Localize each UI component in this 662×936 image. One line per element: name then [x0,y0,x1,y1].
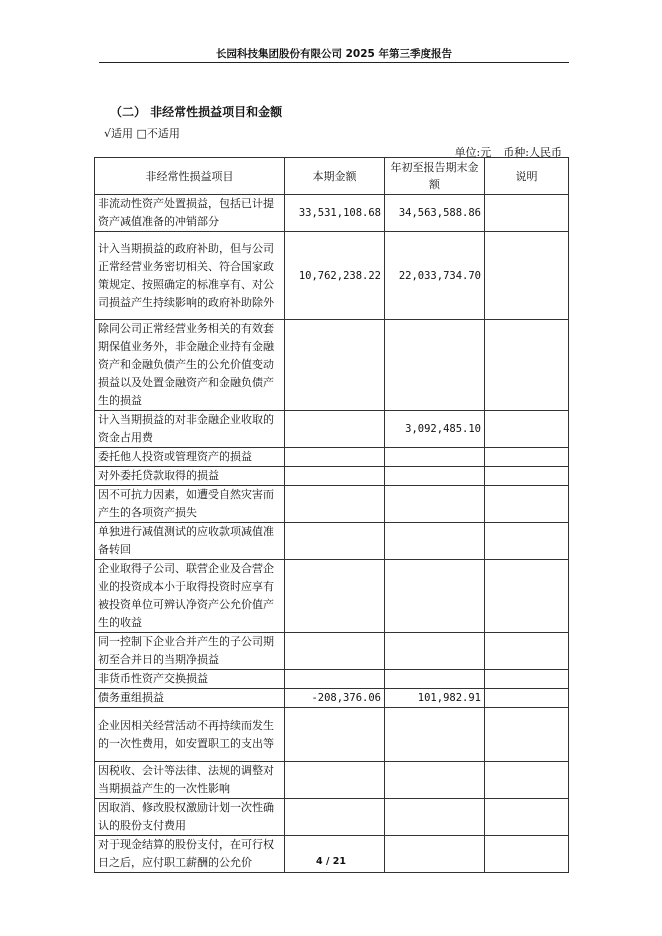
ytd-amount [385,448,485,467]
item-name: 企业取得子公司、联营企业及合营企业的投资成本小于取得投资时应享有被投资单位可辨认净资产公允价值产生的收益 [95,560,285,633]
item-name: 非流动性资产处置损益，包括已计提资产减值准备的冲销部分 [95,195,285,232]
ytd-amount [385,762,485,799]
ytd-amount [385,467,485,486]
current-amount [285,762,385,799]
header-note: 说明 [485,158,569,195]
table-row [95,320,569,411]
table-row [95,467,569,486]
current-amount [285,523,385,560]
table-row [95,486,569,523]
ytd-amount: 101,982.91 [385,689,485,708]
note [485,195,569,232]
item-name: 除同公司正常经营业务相关的有效套期保值业务外，非金融企业持有金融资产和金融负债产生的公允价值变动损益以及处置金融资产和金融负债产生的损益 [95,320,285,411]
page-number: 4 / 21 [316,856,346,867]
note [485,232,569,320]
section-title: （二） 非经常性损益项目和金额 [110,105,283,119]
ytd-amount [385,670,485,689]
ytd-amount [385,560,485,633]
table-row [95,689,569,708]
table-row [95,799,569,836]
ytd-amount [385,320,485,411]
current-amount [285,467,385,486]
ytd-amount [385,799,485,836]
applicability-options: √适用 □不适用 [104,127,180,140]
note [485,670,569,689]
table-row [95,232,569,320]
note [485,689,569,708]
current-amount: 10,762,238.22 [285,232,385,320]
item-name: 同一控制下企业合并产生的子公司期初至合并日的当期净损益 [95,633,285,670]
table-header-row [95,158,569,195]
note [485,633,569,670]
current-amount [285,486,385,523]
ytd-amount: 34,563,588.86 [385,195,485,232]
header-ytd-amount: 年初至报告期末金额 [385,158,485,195]
note [485,762,569,799]
ytd-amount [385,523,485,560]
ytd-amount: 3,092,485.10 [385,411,485,448]
item-name: 委托他人投资或管理资产的损益 [95,448,285,467]
item-name: 计入当期损益的政府补助，但与公司正常经营业务密切相关、符合国家政策规定、按照确定的标准享有、对公司损益产生持续影响的政府补助除外 [95,232,285,320]
current-amount: 33,531,108.68 [285,195,385,232]
item-name: 非货币性资产交换损益 [95,670,285,689]
note [485,486,569,523]
table-row [95,195,569,232]
item-name: 因不可抗力因素，如遭受自然灾害而产生的各项资产损失 [95,486,285,523]
item-name: 单独进行减值测试的应收款项减值准备转回 [95,523,285,560]
current-amount [285,670,385,689]
ytd-amount [385,633,485,670]
item-name: 因取消、修改股权激励计划一次性确认的股份支付费用 [95,799,285,836]
table-row [95,708,569,762]
note [485,320,569,411]
item-name: 计入当期损益的对非金融企业收取的资金占用费 [95,411,285,448]
table-row [95,560,569,633]
note [485,560,569,633]
table-row [95,762,569,799]
header-item: 非经常性损益项目 [95,158,285,195]
current-amount [285,708,385,762]
header-current-amount: 本期金额 [285,158,385,195]
current-amount [285,560,385,633]
current-amount [285,320,385,411]
note [485,799,569,836]
table-row [95,448,569,467]
ytd-amount [385,486,485,523]
note [485,523,569,560]
table-row [95,670,569,689]
unit-label: 单位:元 [454,146,492,159]
header-rule [99,62,569,63]
item-name: 对外委托贷款取得的损益 [95,467,285,486]
note [485,708,569,762]
current-amount [285,633,385,670]
report-header: 长园科技集团股份有限公司 2025 年第三季度报告 [215,48,453,60]
ytd-amount: 22,033,734.70 [385,232,485,320]
note [485,467,569,486]
item-name: 企业因相关经营活动不再持续而发生的一次性费用，如安置职工的支出等 [95,708,285,762]
table-row [95,523,569,560]
table-row [95,633,569,670]
note [485,411,569,448]
item-name: 对于现金结算的股份支付，在可行权日之后，应付职工薪酬的公允价 [95,836,285,873]
current-amount [285,411,385,448]
currency-label: 币种:人民币 [503,146,562,159]
current-amount [285,448,385,467]
item-name: 债务重组损益 [95,689,285,708]
ytd-amount [385,708,485,762]
non-recurring-items-table [94,157,569,873]
note [485,448,569,467]
table-row [95,411,569,448]
current-amount [285,799,385,836]
current-amount: -208,376.06 [285,689,385,708]
item-name: 因税收、会计等法律、法规的调整对当期损益产生的一次性影响 [95,762,285,799]
